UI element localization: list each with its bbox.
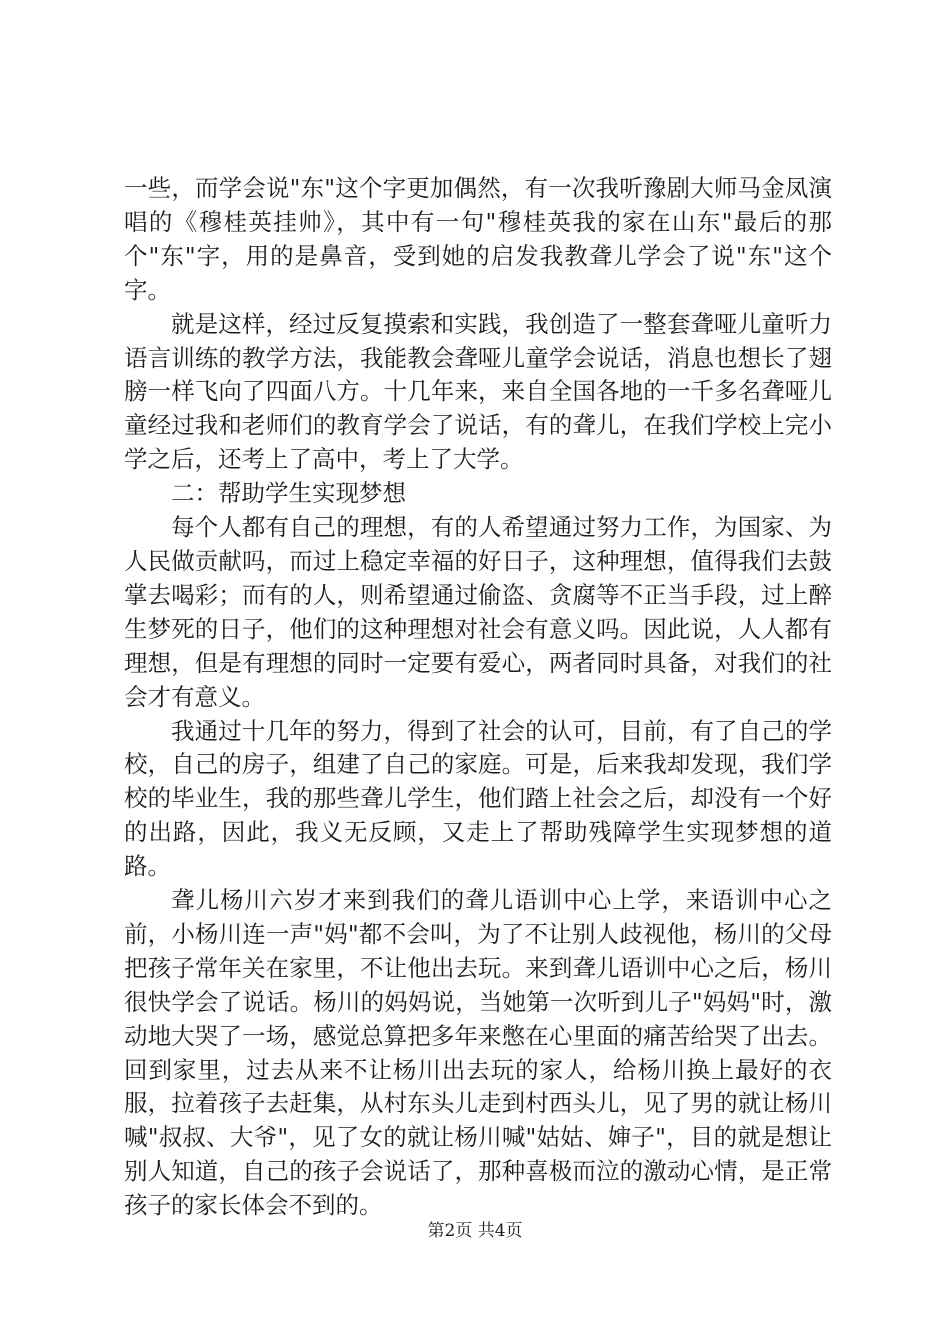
paragraph: 我通过十几年的努力，得到了社会的认可，目前，有了自己的学校，自己的房子，组建了自己的家庭。可是，后来我却发现，我们学校的毕业生，我的那些聋儿学生，他们踏上社会之后，却没有一个好的出路，因此，我义无反顾，又走上了帮助残障学生实现梦想的道路。 [124,716,832,881]
section-heading: 二：帮助学生实现梦想 [171,479,406,508]
page-number-footer: 第2页 共4页 [427,1221,523,1241]
document-body [124,172,832,1223]
paragraph: 聋儿杨川六岁才来到我们的聋儿语训中心上学，来语训中心之前，小杨川连一声"妈"都不会叫，为了不让别人歧视他，杨川的父母把孩子常年关在家里，不让他出去玩。来到聋儿语训中心之后，杨川很快学会了说话。杨川的妈妈说，当她第一次听到儿子"妈妈"时，激动地大哭了一场，感觉总算把多年来憋在心里面的痛苦给哭了出去。回到家里，过去从来不让杨川出去玩的家人，给杨川换上最好的衣服，拉着孩子去赶集，从村东头儿走到村西头儿，见了男的就让杨川喊"叔叔、大爷"，见了女的就让杨川喊"姑姑、婶子"，目的就是想让别人知道，自己的孩子会说话了，那种喜极而泣的激动心情，是正常孩子的家长体会不到的。 [124,886,832,1220]
paragraph-continuation: 一些，而学会说"东"这个字更加偶然，有一次我听豫剧大师马金凤演唱的《穆桂英挂帅》，其中有一句"穆桂英我的家在山东"最后的那个"东"字，用的是鼻音，受到她的启发我教聋儿学会了说"东"这个字。 [124,174,832,304]
paragraph: 就是这样，经过反复摸索和实践，我创造了一整套聋哑儿童听力语言训练的教学方法，我能教会聋哑儿童学会说话，消息也想长了翅膀一样飞向了四面八方。十几年来，来自全国各地的一千多名聋哑儿童经过我和老师们的教育学会了说话，有的聋儿，在我们学校上完小学之后，还考上了高中，考上了大学。 [124,309,832,474]
paragraph: 每个人都有自己的理想，有的人希望通过努力工作，为国家、为人民做贡献吗，而过上稳定幸福的好日子，这种理想，值得我们去鼓掌去喝彩；而有的人，则希望通过偷盗、贪腐等不正当手段，过上醉生梦死的日子，他们的这种理想对社会有意义吗。因此说，人人都有理想，但是有理想的同时一定要有爱心，两者同时具备，对我们的社会才有意义。 [124,513,832,711]
